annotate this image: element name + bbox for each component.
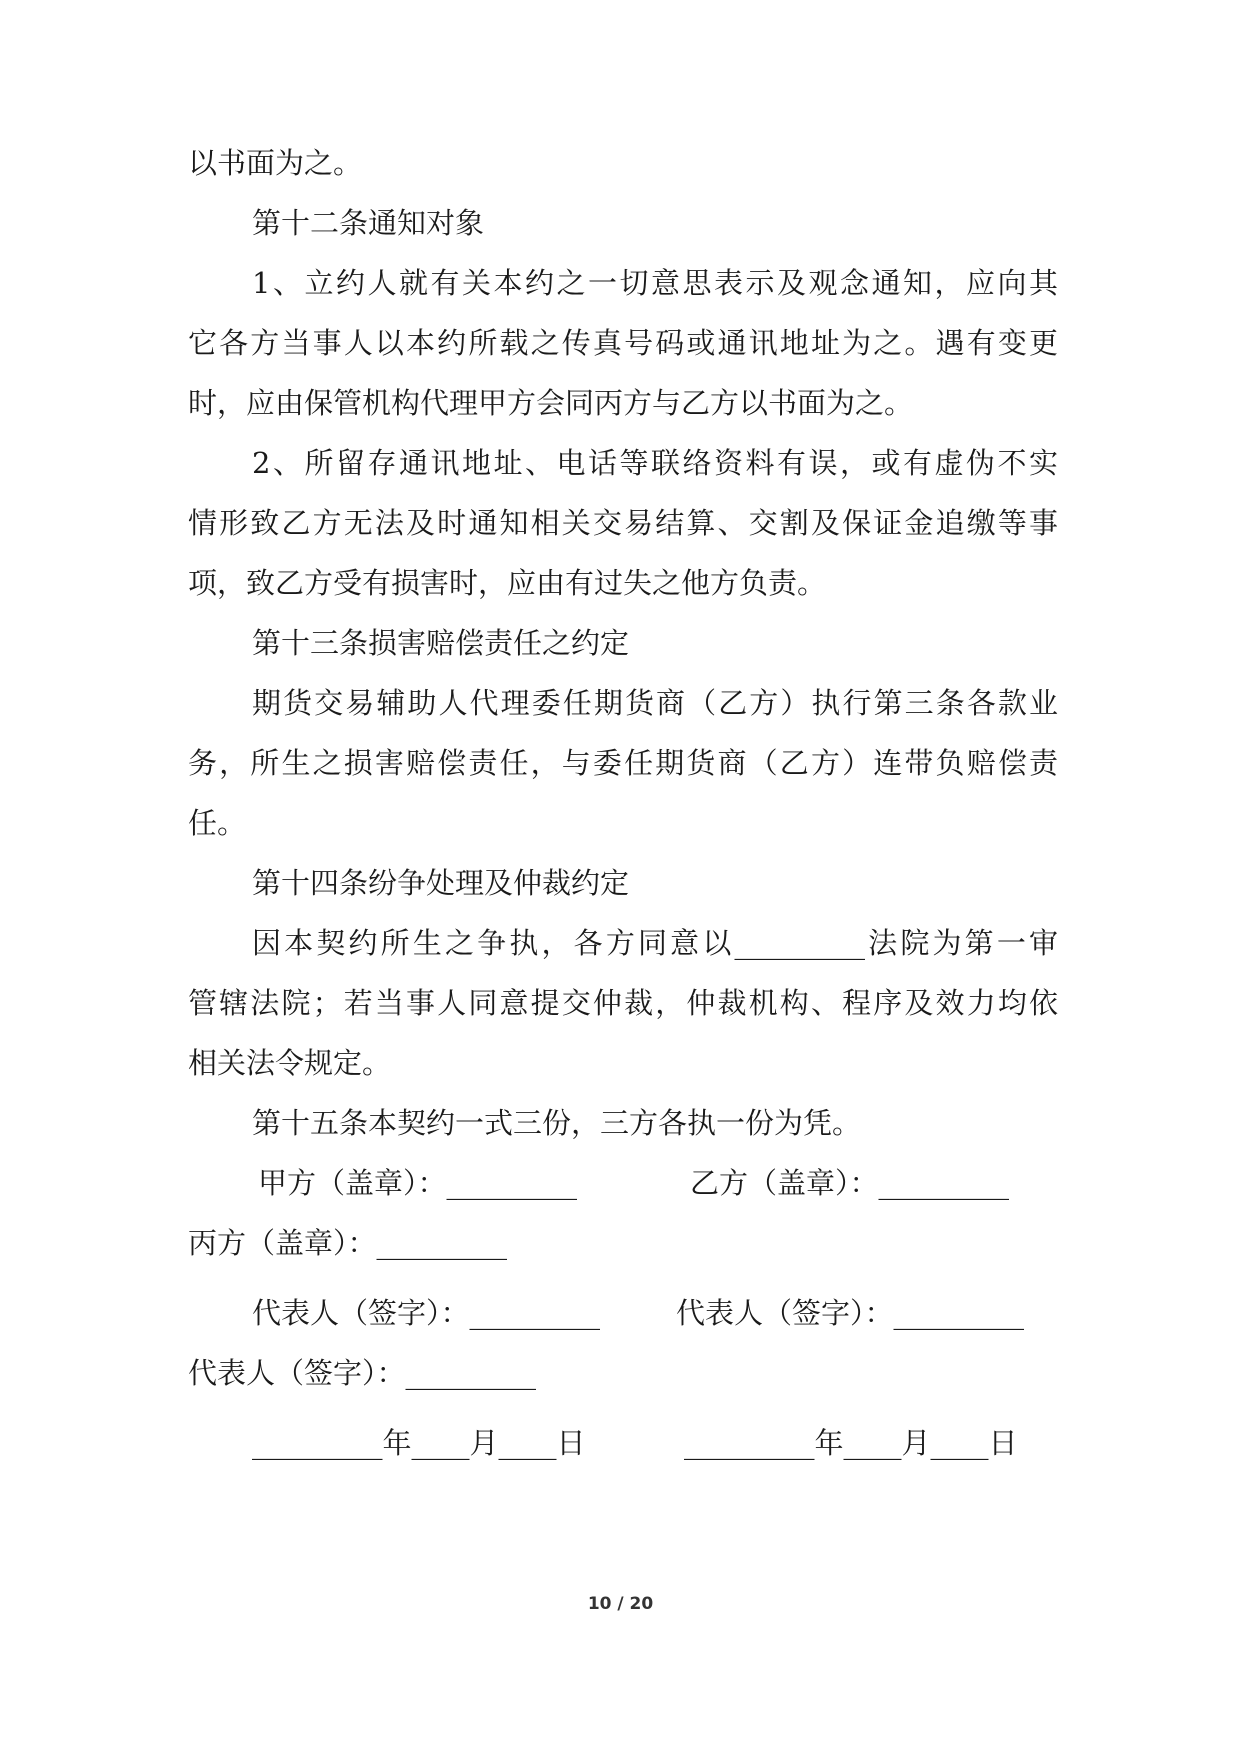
article-12-clause-1-line-3: 时，应由保管机构代理甲方会同丙方与乙方以书面为之。 xyxy=(188,386,914,420)
article-15-text: 第十五条本契约一式三份，三方各执一份为凭。 xyxy=(252,1106,862,1140)
article-13-body-line-2: 务，所生之损害赔偿责任，与委任期货商（乙方）连带负赔偿责 xyxy=(188,746,1058,780)
article-12-clause-2-line-1: 2、所留存通讯地址、电话等联络资料有误，或有虚伪不实 xyxy=(252,446,1058,480)
party-b-representative-line: 代表人（签字）：_________ xyxy=(676,1296,1025,1330)
article-14-body-line-1: 因本契约所生之争执，各方同意以_________法院为第一审 xyxy=(252,926,1058,960)
party-a-representative-line: 代表人（签字）：_________ xyxy=(252,1296,601,1330)
article-12-heading: 第十二条通知对象 xyxy=(252,206,485,240)
article-13-heading: 第十三条损害赔偿责任之约定 xyxy=(252,626,630,660)
party-c-representative-line: 代表人（签字）：_________ xyxy=(188,1356,537,1390)
article-12-clause-2-line-2: 情形致乙方无法及时通知相关交易结算、交割及保证金追缴等事 xyxy=(188,506,1058,540)
party-a-seal-line: 甲方（盖章）：_________ xyxy=(258,1166,578,1200)
article-12-clause-1-line-1: 1、立约人就有关本约之一切意思表示及观念通知，应向其 xyxy=(252,266,1058,300)
article-13-body-line-3: 任。 xyxy=(188,806,247,840)
date-line-left: _________年____月____日 xyxy=(252,1426,586,1460)
page-number: 10 / 20 xyxy=(587,1594,654,1614)
article-14-body-line-3: 相关法令规定。 xyxy=(188,1046,392,1080)
article-13-body-line-1: 期货交易辅助人代理委任期货商（乙方）执行第三条各款业 xyxy=(252,686,1058,720)
body-line-continuation: 以书面为之。 xyxy=(188,146,363,180)
date-line-right: _________年____月____日 xyxy=(684,1426,1018,1460)
article-12-clause-2-line-3: 项，致乙方受有损害时，应由有过失之他方负责。 xyxy=(188,566,827,600)
article-14-body-line-2: 管辖法院；若当事人同意提交仲裁，仲裁机构、程序及效力均依 xyxy=(188,986,1058,1020)
party-c-seal-line: 丙方（盖章）：_________ xyxy=(188,1226,508,1260)
party-b-seal-line: 乙方（盖章）：_________ xyxy=(690,1166,1010,1200)
article-12-clause-1-line-2: 它各方当事人以本约所载之传真号码或通讯地址为之。遇有变更 xyxy=(188,326,1058,360)
article-14-heading: 第十四条纷争处理及仲裁约定 xyxy=(252,866,630,900)
